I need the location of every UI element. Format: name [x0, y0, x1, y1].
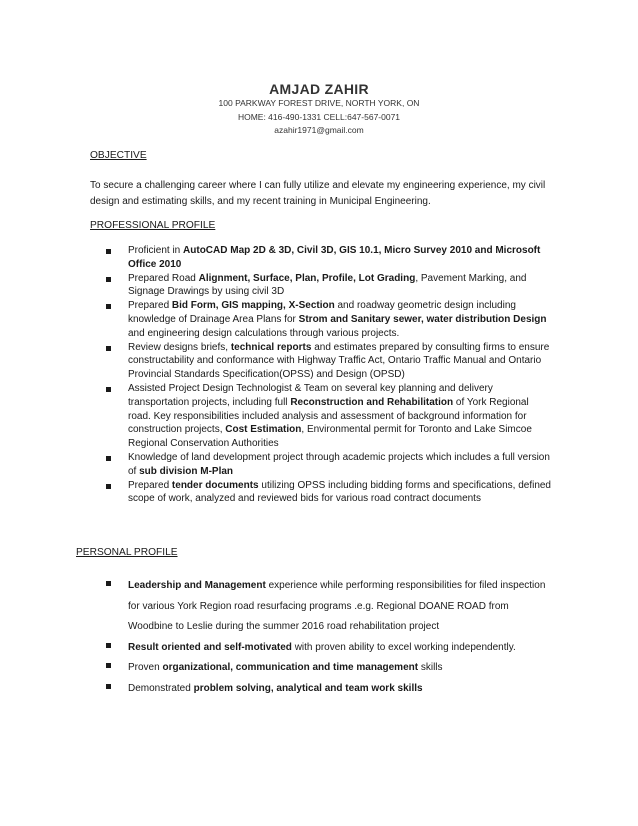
square-bullet-icon [106, 684, 111, 689]
item-text: Proficient in [128, 245, 184, 256]
phone-line: HOME: 416-490-1331 CELL:647-567-0071 [237, 112, 401, 122]
list-item [106, 679, 552, 700]
personal-profile-heading: PERSONAL PROFILE [76, 547, 178, 558]
bold-text: tender documents [171, 479, 259, 491]
square-bullet-icon [106, 277, 111, 282]
email-line: azahir1971@gmail.com [274, 125, 364, 135]
candidate-name: AMJAD ZAHIR [269, 81, 369, 97]
bold-text: Alignment, Surface, Plan, Profile, Lot Grading [198, 272, 416, 284]
objective-text: To secure a challenging career where I can fully utilize and elevate my engineering experience, my civil design and estimating skills, and my recent training in Municipal Engineering. [90, 180, 546, 207]
bold-text: Cost Estimation [225, 424, 302, 436]
bold-text: AutoCAD Map 2D & 3D, Civil 3D, GIS 10.1, Micro Survey 2010 and Microsoft Office 2010 [128, 245, 541, 270]
item-text: experience while performing responsibilities for filed inspection for various York Region road resurfacing programs .e.g. Regional DOANE ROAD from Woodbine to Leslie during the summer 2016 road rehabilitation project [128, 580, 546, 632]
list-item [106, 341, 552, 382]
list-item [106, 638, 552, 659]
address-line: 100 PARKWAY FOREST DRIVE, NORTH YORK, ON [218, 98, 420, 108]
bold-text: problem solving, analytical and team work skills [193, 682, 423, 694]
list-item [106, 576, 552, 638]
item-text: Assisted Project Design Technologist & Team on several key planning and delivery transportation projects, including full [128, 382, 493, 408]
item-text: Proven [128, 662, 163, 673]
bold-text: Result oriented and self-motivated [128, 641, 292, 653]
list-item [106, 299, 552, 340]
item-text: and engineering design calculations through various projects. [128, 327, 400, 339]
item-text: Prepared [128, 300, 172, 312]
list-item [106, 479, 552, 507]
bold-text: sub division M-Plan [139, 465, 234, 477]
item-text: with proven ability to excel working independently. [291, 641, 516, 653]
professional-profile-list [106, 244, 552, 506]
item-text: skills [418, 662, 443, 673]
list-item [106, 451, 552, 479]
item-text: Prepared Road [128, 272, 199, 284]
bold-text: organizational, communication and time management [162, 662, 419, 673]
square-bullet-icon [106, 249, 111, 254]
list-item [106, 658, 552, 679]
item-text: of York Regional road. Key responsibilities included analysis and assessment of background information for construction projects, [128, 396, 529, 436]
list-item [106, 272, 552, 300]
item-text: Review designs briefs, [128, 341, 231, 353]
item-text: and roadway geometric design including knowledge of Drainage Area Plans for [128, 300, 516, 325]
item-text: Knowledge of land development project through academic projects which includes a full version of [128, 451, 550, 477]
bold-text: Bid Form, GIS mapping, X-Section [171, 300, 335, 312]
list-item [106, 382, 552, 451]
bold-text: technical reports [230, 341, 312, 353]
bold-text: Reconstruction and Rehabilitation [290, 396, 454, 408]
list-item [106, 244, 552, 272]
square-bullet-icon [106, 346, 111, 351]
personal-profile-list [106, 576, 552, 699]
item-text: , Pavement Marking, and Signage Drawings by using civil 3D [128, 272, 527, 298]
square-bullet-icon [106, 484, 111, 489]
objective-heading: OBJECTIVE [90, 150, 147, 161]
bold-text: Strom and Sanitary sewer, water distribution Design [298, 313, 547, 325]
square-bullet-icon [106, 581, 111, 586]
square-bullet-icon [106, 387, 111, 392]
professional-profile-heading: PROFESSIONAL PROFILE [90, 220, 216, 231]
bold-text: Leadership and Management [128, 580, 266, 591]
item-text: Demonstrated [128, 682, 194, 694]
square-bullet-icon [106, 643, 111, 648]
item-text: utilizing OPSS including bidding forms and specifications, defined scope of work, analyzed and reviewed bids for various road contract documents [128, 479, 551, 505]
item-text: , Environmental permit for Toronto and Lake Simcoe Regional Conservation Authorities [128, 424, 532, 450]
square-bullet-icon [106, 456, 111, 461]
item-text: Prepared [128, 479, 172, 491]
item-text: and estimates prepared by consulting firms to ensure constructability and conformance with Highway Traffic Act, Ontario Traffic Manual and Ontario Provincial Standards Specification(OPSS) and Design (OPSD) [128, 341, 550, 381]
square-bullet-icon [106, 663, 111, 668]
square-bullet-icon [106, 304, 111, 309]
